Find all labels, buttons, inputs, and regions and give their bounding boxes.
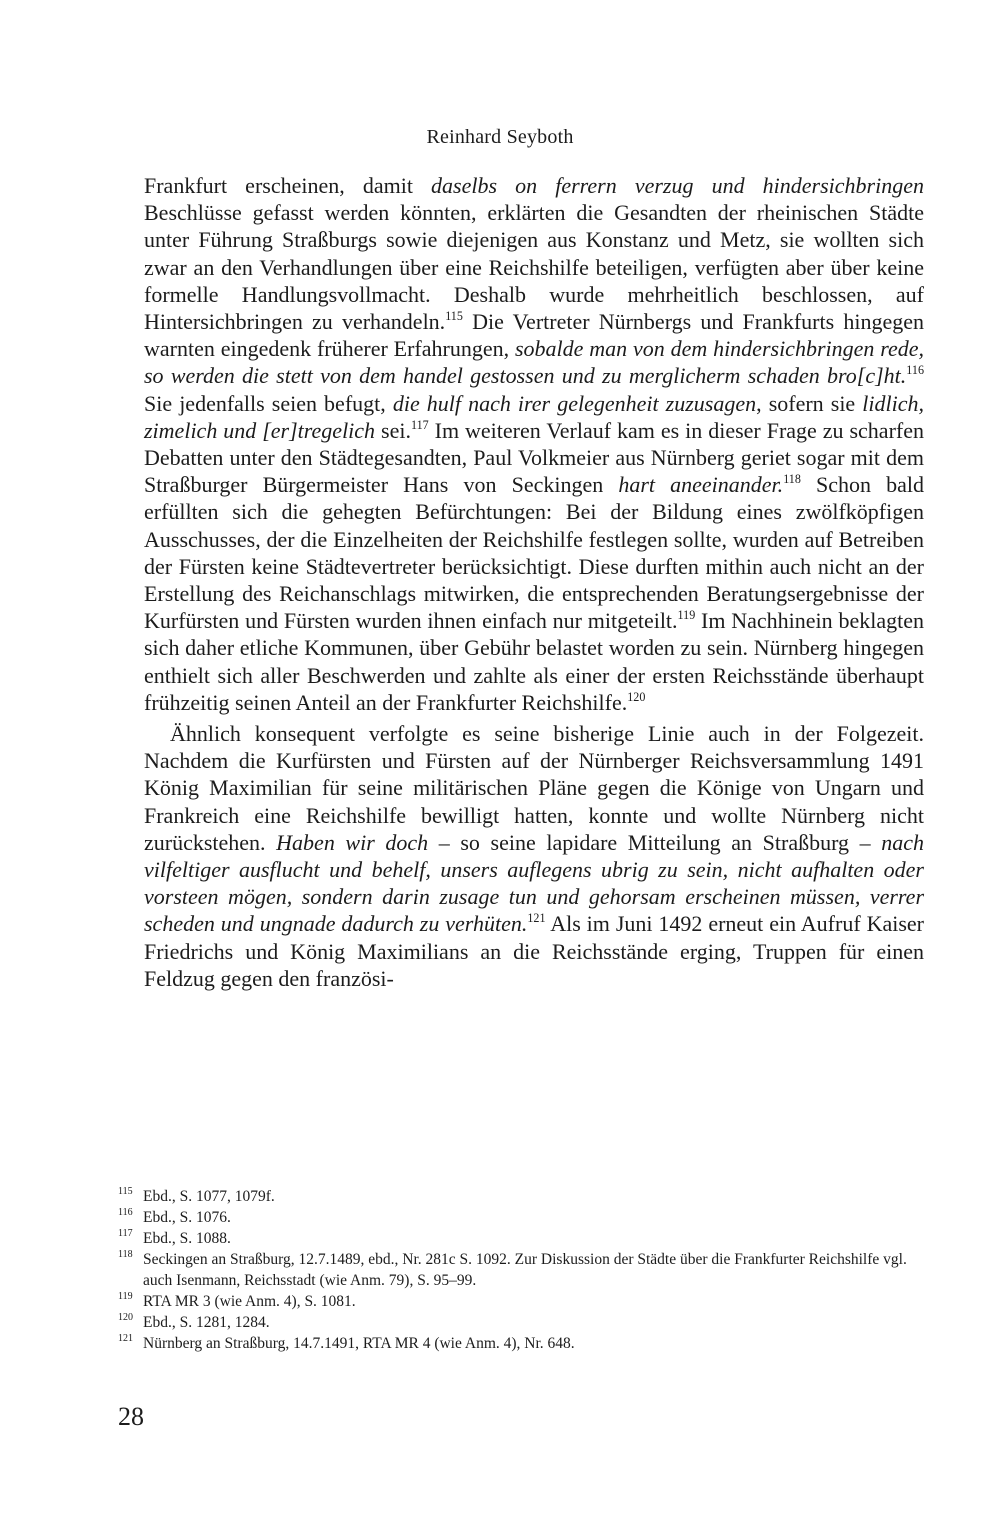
footnote-number: 117 (118, 1228, 133, 1239)
footnote-text: RTA MR 3 (wie Anm. 4), S. 1081. (143, 1293, 356, 1310)
footnote-text: Seckingen an Straßburg, 12.7.1489, ebd., Nr. 281c S. 1092. Zur Diskussion der Städte über die Frankfurter Reichshilfe vgl. auch Isenmann, Reichsstadt (wie Anm. 79), S. 95–99. (143, 1251, 907, 1289)
footnote-reference: 116 (906, 363, 924, 378)
text-run: – so seine lapidare Mitteilung an Straßburg – (428, 829, 882, 855)
text-run: Beschlüsse gefasst werden könnten, erklärten die Gesandten der rheinischen Städte unter Führung Straßburgs sowie diejenigen aus Konstanz und Metz, sie wollten sich zwar an den Verhandlungen über eine Reichshilfe beteiligen, verfügten aber über keine formelle Handlungsvollmacht. Deshalb wurde mehrheitlich beschlossen, auf Hintersichbringen zu verhandeln. (144, 200, 924, 335)
footnote-number: 115 (118, 1186, 133, 1197)
footnote-reference: 118 (783, 472, 801, 487)
footnote-number: 120 (118, 1312, 133, 1323)
quoted-source-text: hart aneeinander. (618, 472, 784, 498)
text-run: Ähnlich konsequent verfolgte es seine bisherige Linie auch in der Folgezeit. Nachdem die Kurfürsten und Fürsten auf der Nürnberger Reichsversammlung 1491 König Maximilian für seine militärischen Pläne gegen die Könige von Ungarn und Frankreich eine Reichshilfe bewilligt hatten, konnte und wollte Nürnberg nicht zurückstehen. (144, 721, 924, 855)
text-run: Im weiteren Verlauf kam es in dieser Frage zu scharfen Debatten unter den Städtegesandten, Paul Volkmeier aus Nürnberg geriet sogar mit dem Straßburger Bürgermeister Hans von Seckingen (144, 417, 924, 498)
paragraph (144, 720, 924, 992)
footnote (118, 1249, 923, 1291)
text-run: Die Vertreter Nürnbergs und Frankfurts hingegen warnten eingedenk früherer Erfahrungen, (144, 309, 924, 362)
footnote-number: 118 (118, 1249, 133, 1260)
page-number: 28 (118, 1402, 144, 1431)
text-run: Als im Juni 1492 erneut ein Aufruf Kaiser Friedrichs und König Maximilians an die Reichsstände erging, Truppen für einen Feldzug gegen den französi- (144, 911, 924, 991)
paragraph (144, 172, 924, 716)
footnote-text: Ebd., S. 1088. (143, 1230, 231, 1247)
text-run: Schon bald erfüllten sich die gehegten Befürchtungen: Bei der Bildung eines zwölfköpfigen Ausschusses, der die Einzelheiten der Reichshilfe festlegen sollte, wurden auf Betreiben der Fürsten keine Städtevertreter berücksichtigt. Diese durften mithin auch nicht an der Erstellung des Reichanschlags mitwirken, die entsprechenden Beratungsergebnisse der Kurfürsten und Fürsten wurden ihnen einfach nur mitgeteilt. (144, 472, 925, 634)
text-run: Frankfurt erscheinen, damit (144, 173, 432, 198)
footnote (118, 1228, 923, 1249)
footnote-text: Ebd., S. 1281, 1284. (143, 1314, 270, 1331)
footnote-reference: 121 (527, 911, 546, 926)
footnote-reference: 119 (677, 608, 696, 623)
footnote (118, 1312, 923, 1333)
text-run: Sie jedenfalls seien befugt, (144, 390, 393, 416)
footnote-text: Ebd., S. 1076. (143, 1209, 231, 1226)
quoted-source-text: Haben wir doch (276, 829, 429, 855)
footnote-text: Ebd., S. 1077, 1079f. (143, 1188, 275, 1205)
footnote (118, 1333, 923, 1354)
quoted-source-text: lidlich, zimelich und [er]tregelich (144, 390, 924, 443)
quoted-source-text: sobalde man von dem hindersichbringen rede, so werden die stett von dem handel gestossen und zu merglicherm schaden bro[c]ht. (144, 336, 924, 389)
quoted-source-text: daselbs on ferrern verzug und hindersichbringen (431, 173, 924, 198)
text-run: , sofern sie (756, 390, 863, 416)
main-text (144, 172, 924, 992)
footnote (118, 1186, 923, 1207)
footnote-reference: 120 (627, 689, 646, 704)
footnote-number: 121 (118, 1333, 133, 1344)
footnote-text: Nürnberg an Straßburg, 14.7.1491, RTA MR 4 (wie Anm. 4), Nr. 648. (143, 1335, 575, 1352)
footnote-reference: 117 (410, 417, 429, 432)
footnote-reference: 115 (445, 308, 463, 323)
text-run: sei. (375, 417, 411, 443)
running-header: Reinhard Seyboth (426, 126, 574, 148)
quoted-source-text: die hulf nach irer gelegenheit zuzusagen (392, 390, 757, 416)
footnote-number: 119 (118, 1291, 133, 1302)
footnotes (118, 1186, 923, 1354)
quoted-source-text: nach vilfeltiger ausflucht und behelf, unsers auflegens ubrig zu sein, nicht aufhalten oder vorsteen mögen, sondern darin zusage tun und gehorsam erscheinen müssen, verrer scheden und ungnade dadurch zu verhüten. (144, 829, 924, 937)
text-run: Im Nachhinein beklagten sich daher etliche Kommunen, über Gebühr belastet worden zu sein. Nürnberg hingegen enthielt sich aller Beschwerden und zahlte als einer der ersten Reichsstände überhaupt frühzeitig seinen Anteil an der Frankfurter Reichshilfe. (144, 608, 924, 715)
footnote-number: 116 (118, 1207, 133, 1218)
footnote (118, 1291, 923, 1312)
footnote (118, 1207, 923, 1228)
